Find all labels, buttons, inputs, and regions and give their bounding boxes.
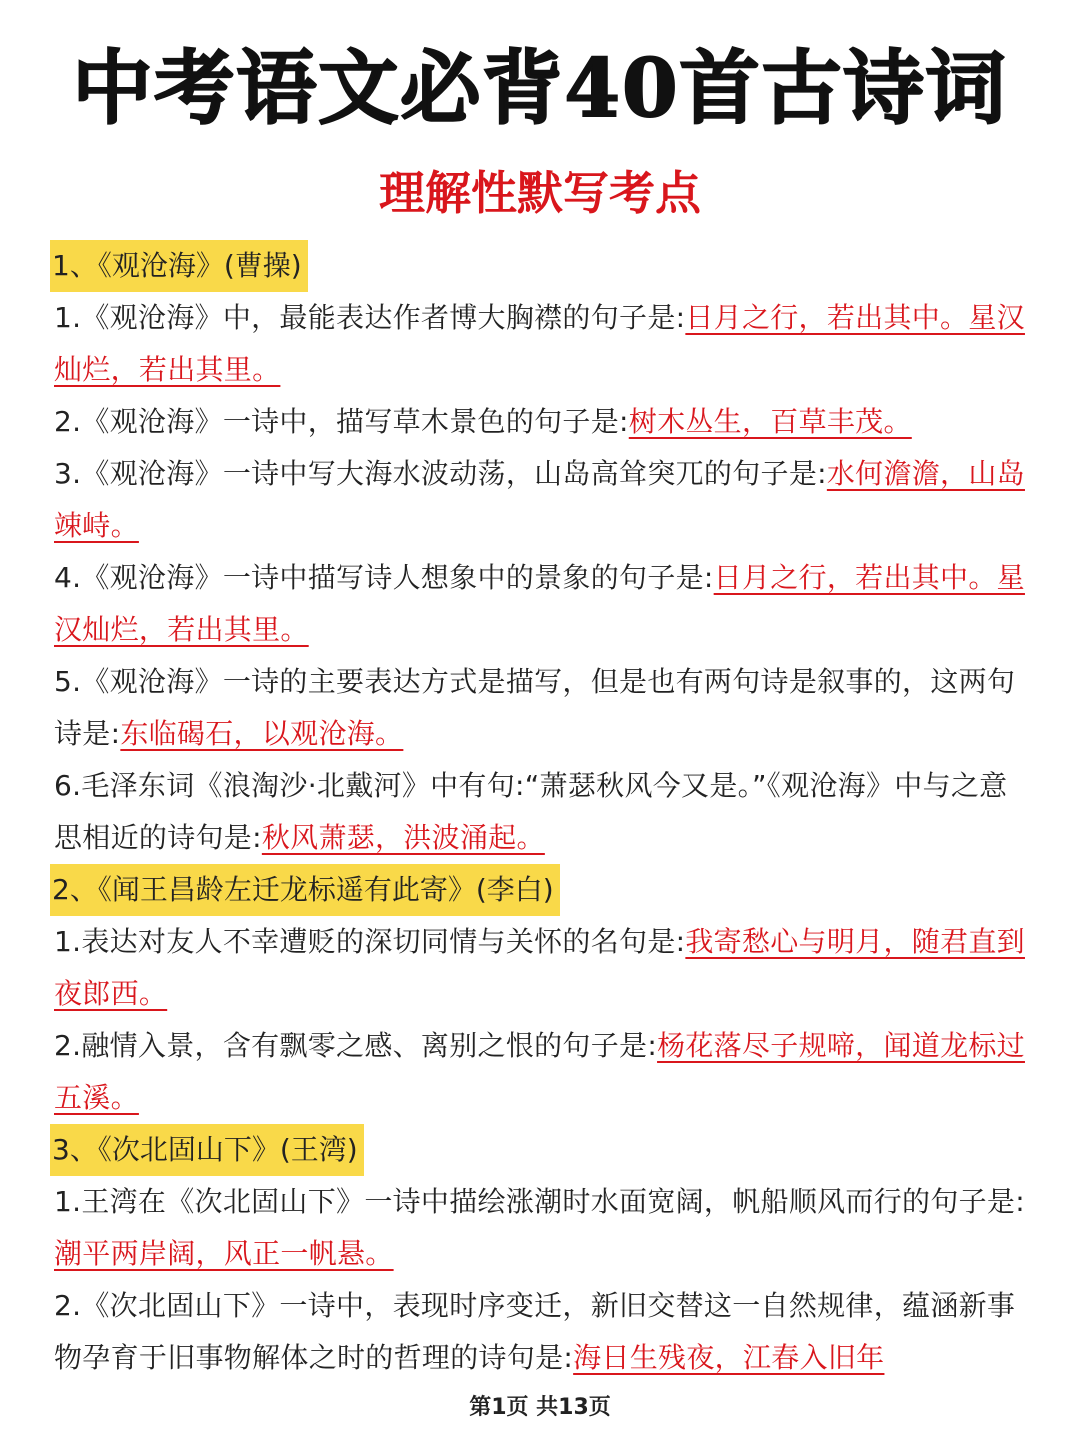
question-text: 2.融情入景，含有飘零之感、离别之恨的句子是: [54,1029,658,1062]
answer-text: 树木丛生，百草丰茂。 [628,405,912,438]
question-text: 5.《观沧海》一诗的主要表达方式是描写，但是也有两句诗是叙事的，这两句诗是: [54,665,1016,750]
section-heading-row [54,1124,1029,1176]
page-title: 中考语文必背40首古诗词 [72,41,1008,135]
section-heading: 2、《闻王昌龄左迁龙标遥有此寄》(李白) [50,864,560,916]
question-item [54,448,1029,552]
question-item [54,1020,1029,1124]
answer-text: 杨花落尽子规啼，闻道龙标过五溪。 [54,1029,1025,1114]
question-item [54,916,1029,1020]
question-item [54,396,1029,448]
question-text: 1.王湾在《次北固山下》一诗中描绘涨潮时水面宽阔，帆船顺风而行的句子是: [54,1185,1025,1218]
question-item [54,656,1029,760]
section-heading: 3、《次北固山下》(王湾) [50,1124,364,1176]
question-item [54,1176,1029,1280]
content-body [54,240,1029,1384]
section-heading-row [54,240,1029,292]
section-heading-row [54,864,1029,916]
answer-text: 水何澹澹，山岛竦峙。 [54,457,1025,542]
section-heading: 1、《观沧海》(曹操) [50,240,308,292]
page-subtitle: 理解性默写考点 [379,166,701,220]
answer-text: 我寄愁心与明月，随君直到夜郎西。 [54,925,1025,1010]
question-item [54,1280,1029,1384]
question-text: 3.《观沧海》一诗中写大海水波动荡，山岛高耸突兀的句子是: [54,457,827,490]
answer-text: 日月之行，若出其中。星汉灿烂，若出其里。 [54,301,1025,386]
question-text: 2.《观沧海》一诗中，描写草木景色的句子是: [54,405,629,438]
question-text: 1.《观沧海》中，最能表达作者博大胸襟的句子是: [54,301,686,334]
answer-text: 海日生残夜，江春入旧年 [573,1341,885,1374]
question-text: 6.毛泽东词《浪淘沙·北戴河》中有句:“萧瑟秋风今又是。”《观沧海》中与之意思相近的诗句是: [54,769,1008,854]
answer-text: 潮平两岸阔，风正一帆悬。 [54,1237,394,1270]
question-text: 2.《次北固山下》一诗中，表现时序变迁，新旧交替这一自然规律，蕴涵新事物孕育于旧事物解体之时的哲理的诗句是: [54,1289,1016,1374]
question-text: 1.表达对友人不幸遭贬的深切同情与关怀的名句是: [54,925,686,958]
answer-text: 日月之行，若出其中。星汉灿烂，若出其里。 [54,561,1025,646]
page-number: 第1页 共13页 [469,1395,611,1420]
question-item [54,760,1029,864]
question-item [54,552,1029,656]
answer-text: 秋风萧瑟，洪波涌起。 [261,821,545,854]
question-text: 4.《观沧海》一诗中描写诗人想象中的景象的句子是: [54,561,714,594]
answer-text: 东临碣石，以观沧海。 [120,717,404,750]
question-item [54,292,1029,396]
